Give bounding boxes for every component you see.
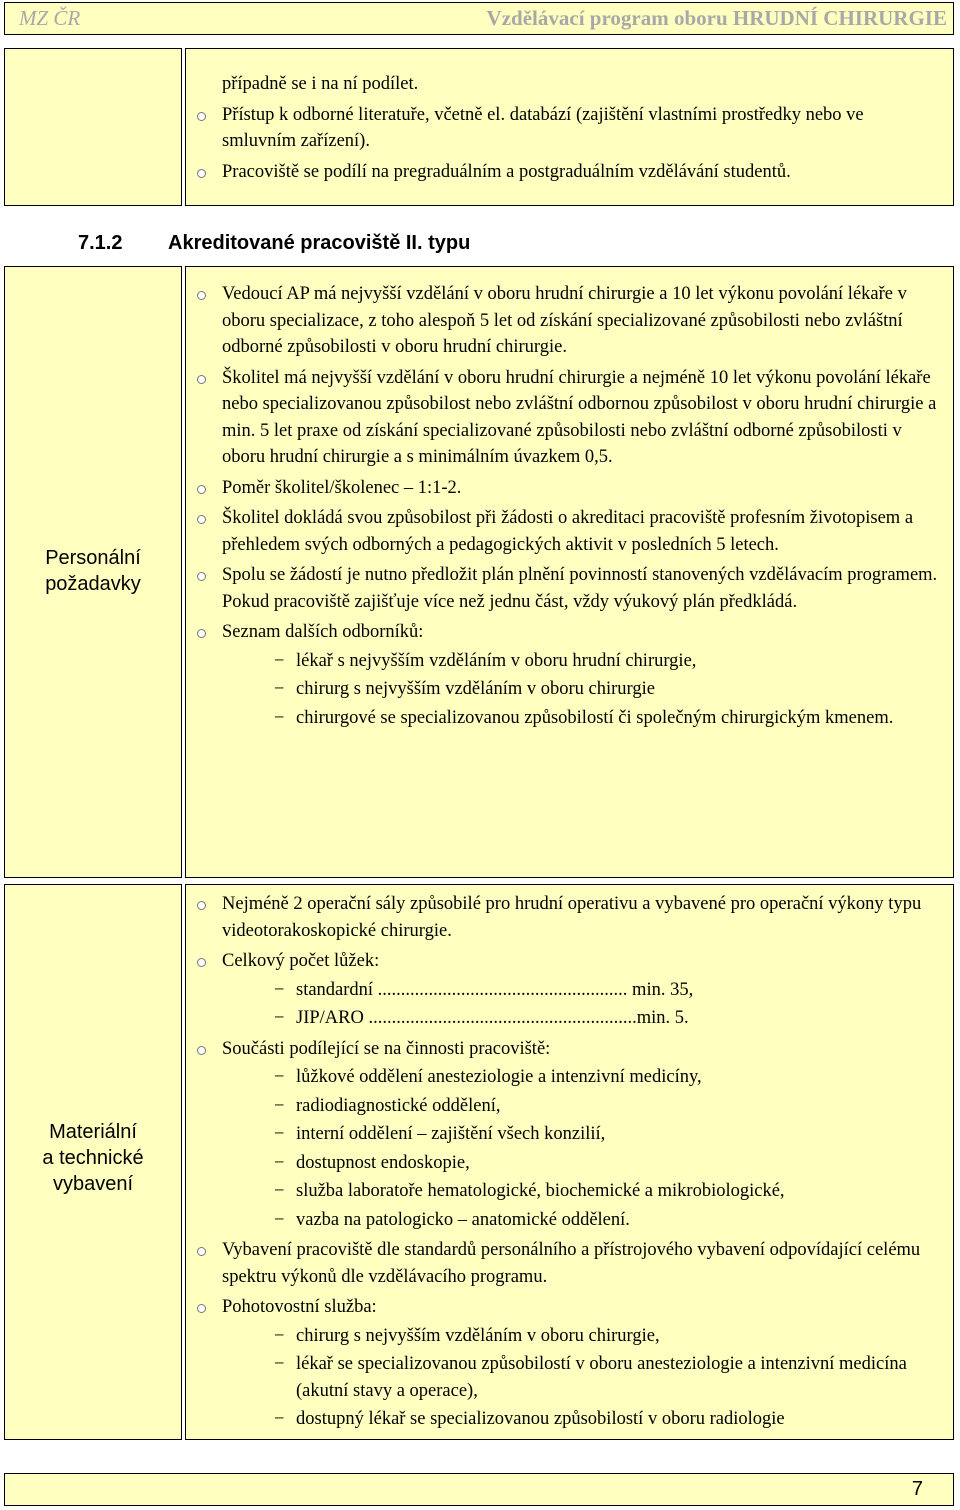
- list-item: Přístup k odborné literatuře, včetně el. databází (zajištění vlastními prostředky nebo ve smluvním zařízení).: [186, 102, 936, 155]
- top-content-cell: [185, 48, 954, 206]
- list-item: [186, 1036, 938, 1234]
- list-item: Vedoucí AP má nejvyšší vzdělání v oboru hrudní chirurgie a 10 let výkonu povolání lékaře v oboru specializace, z toho alespoň 5 let od získání specializované způsobilosti nebo zvláštní odborné způsobilosti v oboru hrudní chirurgie.: [186, 281, 938, 361]
- personal-label: Personální požadavky: [45, 547, 141, 595]
- material-label-cell: [4, 884, 182, 1440]
- list-item-label: Pohotovostní služba:: [222, 1297, 377, 1317]
- header-program-title: Vzdělávací program oboru HRUDNÍ CHIRURGIE: [486, 6, 947, 30]
- list-item-label: Celkový počet lůžek:: [222, 951, 380, 971]
- sub-list: [222, 977, 938, 1032]
- list-item-label: Seznam dalších odborníků:: [222, 622, 424, 642]
- sub-list-item: − JIP/ARO ..........................................................min. 5.: [222, 1005, 938, 1032]
- list-item: Vybavení pracoviště dle standardů personálního a přístrojového vybavení odpovídající celému spektru výkonů dle vzdělávacího programu.: [186, 1237, 938, 1290]
- sub-list-item: − chirurg s nejvyšším vzděláním v oboru chirurgie,: [222, 1323, 938, 1350]
- sub-list: [222, 1064, 938, 1233]
- list-item: [186, 1294, 938, 1433]
- top-list: [186, 71, 936, 189]
- sub-list-item: − služba laboratoře hematologické, biochemické a mikrobiologické,: [222, 1178, 938, 1205]
- sub-list-item: − lůžkové oddělení anesteziologie a intenzivní medicíny,: [222, 1064, 938, 1091]
- list-item: případně se i na ní podílet.: [222, 74, 419, 94]
- list-item: Pracoviště se podílí na pregraduálním a postgraduálním vzdělávání studentů.: [186, 159, 936, 186]
- sub-list-item: − vazba na patologicko – anatomické oddělení.: [222, 1207, 938, 1234]
- list-item: Školitel dokládá svou způsobilost při žádosti o akreditaci pracoviště profesním životopisem a přehledem svých odborných a pedagogických aktivit v posledních 5 letech.: [186, 505, 938, 558]
- sub-list-item: − interní oddělení – zajištění všech konzilií,: [222, 1121, 938, 1148]
- section-number: 7.1.2: [78, 232, 123, 254]
- sub-list-item: − chirurg s nejvyšším vzděláním v oboru chirurgie: [222, 676, 938, 703]
- personal-content-cell: [185, 266, 954, 878]
- sub-list-item: − standardní ...................................................... min. 35,: [222, 977, 938, 1004]
- list-item: Školitel má nejvyšší vzdělání v oboru hrudní chirurgie a nejméně 10 let výkonu povolání lékaře nebo specializovanou způsobilost nebo zvláštní odbornou způsobilost v oboru hrudní chirurgie a min. 5 let praxe od získání specializované způsobilosti nebo zvláštní odborné způsobilosti v oboru hrudní chirurgie a s minimálním úvazkem 0,5.: [186, 365, 938, 471]
- sub-list-item: − dostupný lékař se specializovanou způsobilostí v oboru radiologie: [222, 1406, 938, 1433]
- section-heading: [78, 232, 470, 255]
- sub-list: [222, 648, 938, 732]
- page-footer: [4, 1473, 954, 1506]
- sub-list-item: − lékař se specializovanou způsobilostí v oboru anesteziologie a intenzivní medicína (akutní stavy a operace),: [222, 1351, 938, 1404]
- list-item: [186, 619, 938, 731]
- list-item: Poměr školitel/školenec – 1:1-2.: [186, 475, 938, 502]
- page-number: 7: [911, 1478, 923, 1500]
- list-item: Nejméně 2 operační sály způsobilé pro hrudní operativu a vybavené pro operační výkony typu videotorakoskopické chirurgie.: [186, 891, 938, 944]
- page-header: [4, 2, 954, 35]
- sub-list-item: − lékař s nejvyšším vzděláním v oboru hrudní chirurgie,: [222, 648, 938, 675]
- sub-list: [222, 1323, 938, 1433]
- personal-list: [186, 281, 938, 735]
- sub-list-item: − chirurgové se specializovanou způsobilostí či společným chirurgickým kmenem.: [222, 705, 938, 732]
- list-item: Spolu se žádostí je nutno předložit plán plnění povinností stanovených vzdělávacím programem. Pokud pracoviště zajišťuje více než jednu část, vždy výukový plán předkládá.: [186, 562, 938, 615]
- list-item-label: Součásti podílející se na činnosti pracoviště:: [222, 1038, 551, 1059]
- list-item: [186, 948, 938, 1032]
- header-ministry: MZ ČR: [19, 6, 81, 30]
- top-label-cell: [4, 48, 182, 206]
- material-label: Materiální a technické vybavení: [42, 1121, 144, 1195]
- material-content-cell: [185, 884, 954, 1440]
- section-title: Akreditované pracoviště II. typu: [168, 232, 471, 254]
- sub-list-item: − radiodiagnostické oddělení,: [222, 1093, 938, 1120]
- sub-list-item: − dostupnost endoskopie,: [222, 1150, 938, 1177]
- personal-label-cell: [4, 266, 182, 878]
- material-list: [186, 891, 938, 1437]
